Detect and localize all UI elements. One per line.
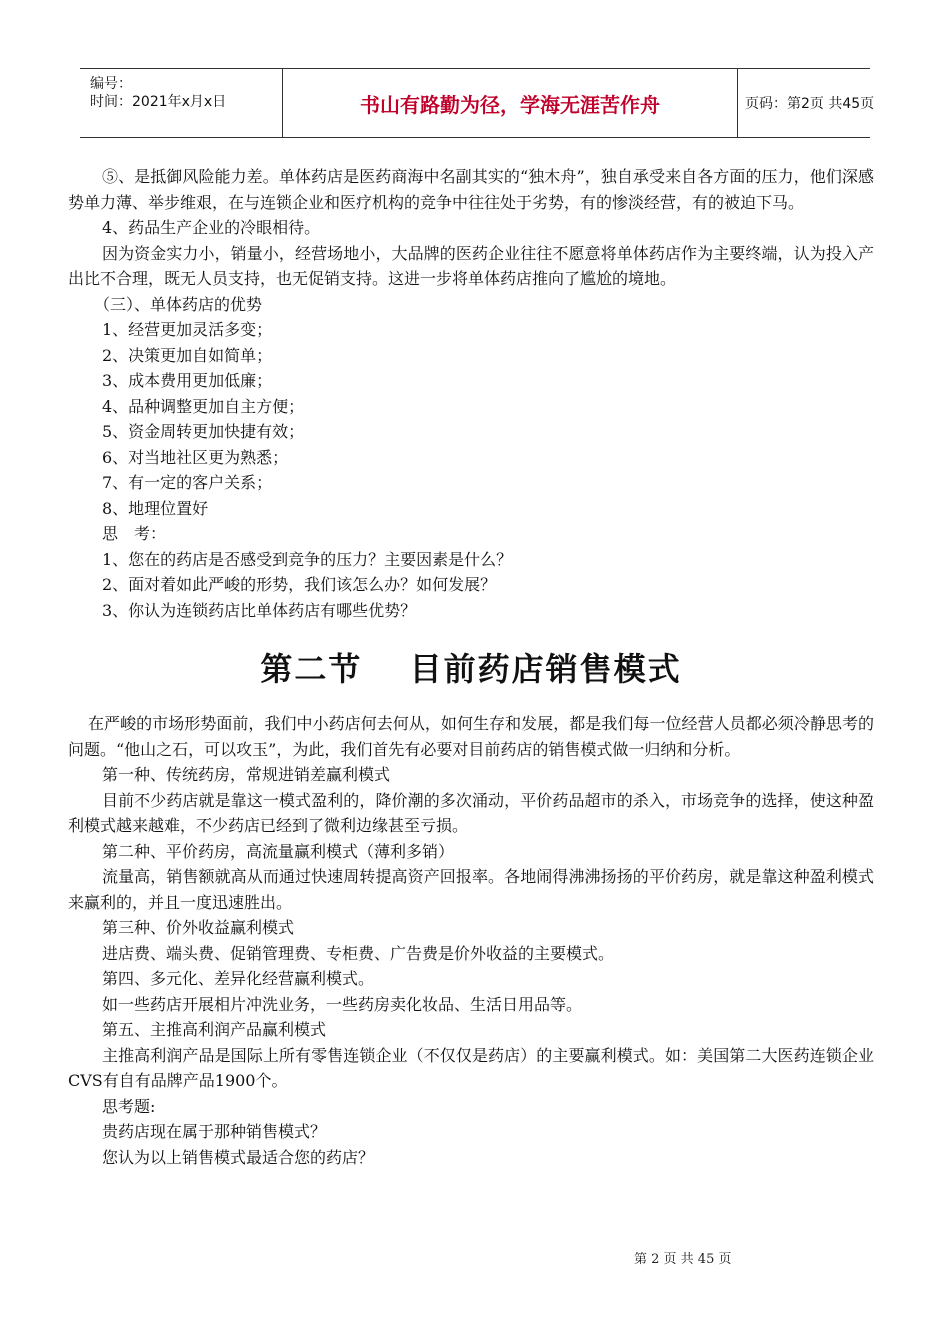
list-item: 8、地理位置好 [102, 498, 209, 518]
mode-body-4: 如一些药店开展相片冲洗业务，一些药房卖化妆品、生活日用品等。 [102, 994, 583, 1014]
list-item: 7、有一定的客户关系； [102, 473, 273, 492]
mode-body-3: 进店费、端头费、促销管理费、专柜费、广告费是价外收益的主要模式。 [102, 943, 615, 963]
page-footer: 第 2 页 共 45 页 [634, 1252, 732, 1267]
item-manufacturer-attitude: 4、药品生产企业的冷眼相待。 [102, 218, 321, 237]
document-date: 时间：2021年x月x日 [90, 94, 227, 110]
think-question-2: 您认为以上销售模式最适合您的药店？ [102, 1147, 375, 1167]
mode-title-5: 第五、主推高利润产品赢利模式 [102, 1020, 327, 1039]
list-item: 4、品种调整更加自主方便； [102, 396, 305, 416]
list-item: 5、资金周转更加快捷有效； [102, 422, 305, 441]
think-question-1: 贵药店现在属于那种销售模式？ [102, 1122, 327, 1141]
mode-body-2: 流量高，销售额就高从而通过快速周转提高资产回报率。各地闹得沸沸扬扬的平价药房，就是靠这种盈利模式来赢利的，并且一度迅速胜出。 [68, 867, 874, 912]
paragraph-capital: 因为资金实力小，销量小，经营场地小，大品牌的医药企业往往不愿意将单体药店作为主要终端，认为投入产出比不合理，既无人员支持，也无促销支持。这进一步将单体药店推向了尴尬的境地。 [68, 243, 874, 288]
header-meta [80, 69, 280, 137]
header-motto-cell [282, 69, 738, 137]
header-page-code: 页码：第2页 共45页 [745, 96, 875, 112]
header-motto: 书山有路勤为径，学海无涯苦作舟 [360, 92, 660, 117]
question-item: 1、您在的药店是否感受到竞争的压力？主要因素是什么？ [102, 549, 513, 569]
mode-title-2: 第二种、平价药房，高流量赢利模式（薄利多销） [102, 841, 455, 861]
paragraph-risk: ⑤、是抵御风险能力差。单体药店是医药商海中名副其实的“独木舟”，独自承受来自各方面的压力，他们深感势单力薄、举步维艰，在与连锁企业和医疗机构的竞争中往往处于劣势，有的惨淡经营，有的被迫下马。 [68, 167, 874, 212]
list-item: 6、对当地社区更为熟悉； [102, 447, 289, 467]
question-item: 3、你认为连锁药店比单体药店有哪些优势？ [102, 600, 417, 620]
think-question-label: 思考题: [102, 1096, 156, 1116]
document-body [68, 164, 874, 1170]
mode-title-1: 第一种、传统药房，常规进销差赢利模式 [102, 765, 391, 784]
list-item: 2、决策更加自如简单； [102, 345, 273, 365]
mode-body-5: 主推高利润产品是国际上所有零售连锁企业（不仅仅是药店）的主要赢利模式。如：美国第二大医药连锁企业CVS有自有品牌产品1900个。 [68, 1045, 874, 1090]
document-number-label: 编号： [90, 76, 132, 92]
list-item: 3、成本费用更加低廉； [102, 371, 273, 390]
question-item: 2、面对着如此严峻的形势，我们该怎么办？如何发展？ [102, 575, 497, 594]
mode-title-4: 第四、多元化、差异化经营赢利模式。 [102, 969, 375, 988]
list-item: 1、经营更加灵活多变； [102, 320, 273, 339]
page-header [80, 68, 875, 138]
mode-body-1: 目前不少药店就是靠这一模式盈利的，降价潮的多次涌动，平价药品超市的杀入，市场竞争的选择，使这种盈利模式越来越难，不少药店已经到了微利边缘甚至亏损。 [68, 790, 874, 835]
mode-title-3: 第三种、价外收益赢利模式 [102, 918, 295, 937]
section-title: 第二节 目前药店销售模式 [260, 650, 682, 688]
think-label: 思 考： [102, 524, 167, 543]
subheading-advantages: （三）、单体药店的优势 [94, 294, 263, 314]
paragraph-intro: 在严峻的市场形势面前，我们中小药店何去何从，如何生存和发展，都是我们每一位经营人员都必须冷静思考的问题。“他山之石，可以攻玉”，为此，我们首先有必要对目前药店的销售模式做一归纳和分析。 [68, 714, 874, 759]
